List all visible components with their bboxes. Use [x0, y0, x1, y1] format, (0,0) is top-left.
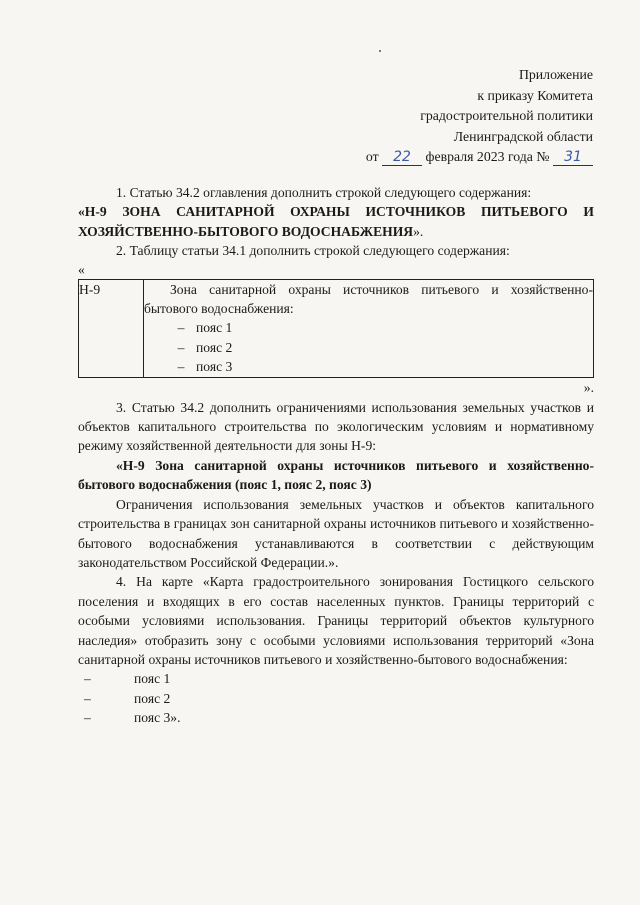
paragraph-1-heading — [78, 202, 594, 241]
zone-title: Зона санитарной охраны источников питьевого и хозяйственно-бытового водоснабжения: — [144, 281, 593, 317]
quote-close: ». — [583, 379, 594, 395]
belt-label: пояс 2 — [134, 690, 171, 706]
header-line: к приказу Комитета — [477, 87, 593, 103]
belt-label: пояс 3». — [134, 710, 181, 726]
belt-label: пояс 1 — [196, 320, 233, 336]
dash-bullet: – — [84, 671, 91, 687]
paragraph-4: 4. На карте «Карта градостроительного зонирования Гостицкого сельского поселения и входящих в его состав населенных пунктов. Границы территорий с особыми условиями использования. Границы территорий объектов культурного наследия» отобразить зону с особыми условиями использования территорий «Зона санитарной охраны источников питьевого и хозяйственно-бытового водоснабжения: — [78, 574, 594, 667]
paragraph-3: 3. Статью 34.2 дополнить ограничениями использования земельных участков и объектов капитального строительства по экологическим условиям и нормативному режиму хозяйственной деятельности для зоны Н-9: — [78, 399, 594, 454]
list-item — [78, 669, 594, 688]
header-line: Ленинградской области — [453, 128, 593, 144]
list-item — [78, 708, 594, 727]
header-line: Приложение — [518, 67, 593, 82]
paragraph-3-text: Ограничения использования земельных участков и объектов капитального строительства в границах зон санитарной охраны источников питьевого и хозяйственно-бытового водоснабжения устанавливаются в соответствии с действующим законодательством Российской Федерации.». — [78, 496, 594, 570]
scan-speck — [379, 50, 381, 52]
date-middle: февраля 2023 года № — [425, 149, 550, 164]
belt-label: пояс 2 — [196, 339, 233, 355]
zone-table — [78, 279, 594, 378]
dash-bullet: – — [84, 710, 91, 726]
paragraph-1: 1. Статью 34.2 оглавления дополнить строкой следующего содержания: — [116, 185, 532, 200]
list-item — [78, 689, 594, 708]
zone-code-cell: Н-9 — [79, 279, 144, 377]
appendix-header — [366, 65, 593, 168]
order-date-line — [366, 147, 593, 168]
heading-tail: ». — [413, 223, 424, 239]
belt-label: пояс 1 — [134, 671, 171, 687]
table-row — [79, 279, 594, 377]
header-line: градостроительной политики — [420, 108, 593, 123]
list-item — [144, 318, 593, 337]
zone-description-cell — [144, 279, 594, 377]
date-prefix: от — [365, 149, 379, 164]
dash-bullet: – — [177, 320, 185, 336]
paragraph-2: 2. Таблицу статьи 34.1 дополнить строкой следующего содержания: — [116, 243, 510, 259]
list-item — [144, 338, 593, 357]
dash-bullet: – — [84, 690, 91, 706]
zone-heading-caps: «Н-9 ЗОНА САНИТАРНОЙ ОХРАНЫ ИСТОЧНИКОВ ПИТЬЕВОГО И ХОЗЯЙСТВЕННО-БЫТОВОГО ВОДОСНАБЖЕНИЯ — [78, 204, 594, 239]
document-body — [78, 183, 594, 728]
paragraph-3-heading: «Н-9 Зона санитарной охраны источников питьевого и хозяйственно-бытового водоснабжения (пояс 1, пояс 2, пояс 3) — [78, 457, 594, 493]
quote-open: « — [78, 261, 85, 277]
dash-bullet: – — [177, 339, 185, 355]
belt-label: пояс 3 — [196, 359, 233, 375]
list-item — [144, 357, 593, 376]
handwritten-day: 22 — [382, 150, 422, 166]
handwritten-order-number: 31 — [553, 150, 593, 166]
dash-bullet: – — [177, 359, 185, 375]
belt-list — [78, 669, 594, 727]
